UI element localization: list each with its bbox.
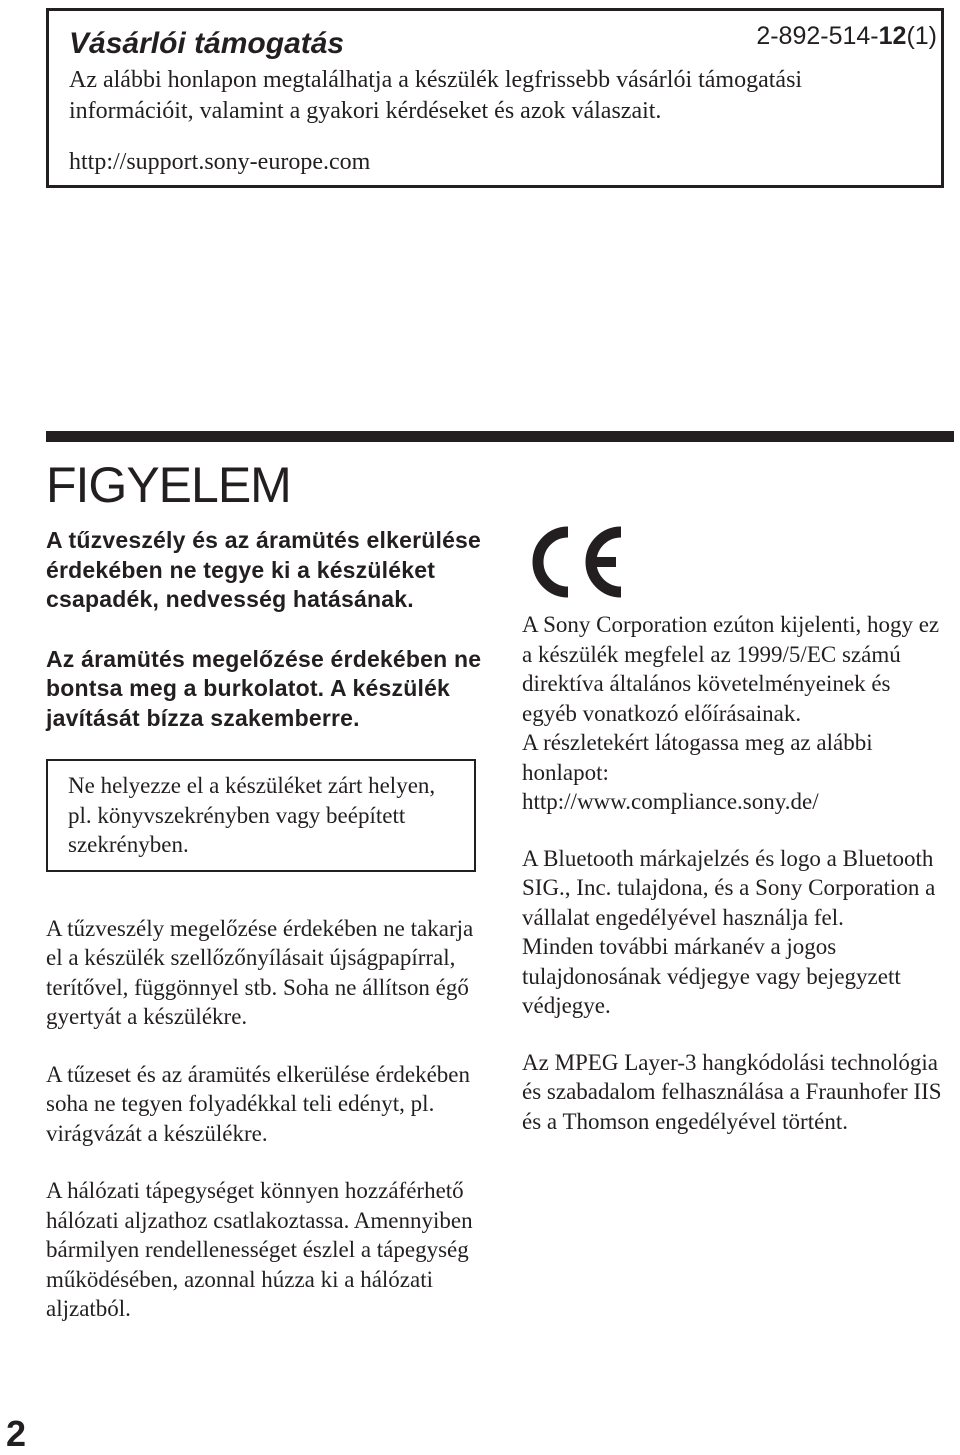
details-text: A részletekért látogassa meg az alábbi honlapot: xyxy=(522,730,873,785)
paragraph-liquids: A tűzeset és az áramütés elkerülése érdekében soha ne tegyen folyadékkal teli edényt, pl. virágvázát a készülékre. xyxy=(46,1061,471,1146)
left-column xyxy=(46,526,486,1324)
paragraph-ventilation: A tűzveszély megelőzése érdekében ne takarja el a készülék szellőzőnyílásait újságpapírral, terítővel, függönnyel stb. Soha ne állítson égő gyertyát a készülékre. xyxy=(46,915,474,1029)
bluetooth-text: A Bluetooth márkajelzés és logo a Bluetooth SIG., Inc. tulajdona, és a Sony Corporation a vállalat engedélyével használja fel. xyxy=(522,845,936,930)
compliance-url[interactable]: http://www.compliance.sony.de/ xyxy=(522,789,819,814)
right-column xyxy=(522,526,942,1136)
trademarks-text: Minden további márkanév a jogos tulajdonosának védjegye vagy bejegyzett védjegye. xyxy=(522,934,901,1018)
support-title: Vásárlói támogatás xyxy=(69,27,345,60)
doc-number: 2-892-514-12(1) xyxy=(756,22,937,50)
support-box xyxy=(46,8,944,188)
section-rule xyxy=(46,431,954,442)
section-heading: FIGYELEM xyxy=(46,457,291,513)
mpeg-text: Az MPEG Layer-3 hangkódolási technológia és szabadalom felhasználása a Fraunhofer IIS és a Thomson engedélyével történt. xyxy=(522,1049,942,1134)
warning-moisture: A tűzveszély és az áramütés elkerülése érdekében ne tegye ki a készüléket csapadék, nedvesség hatásának. xyxy=(46,527,482,612)
paragraph-power-supply: A hálózati tápegységet könnyen hozzáférhető hálózati aljzathoz csatlakoztassa. Amennyiben bármilyen rendellenességet észlel a tápegység működésében, azonnal húzza ki a hálózati aljzatból. xyxy=(46,1178,473,1321)
declaration-text: A Sony Corporation ezúton kijelenti, hogy ez a készülék megfelel az 1999/5/EC számú direktíva általános követelményeinek és egyéb vonatkozó előírásainak. xyxy=(522,612,940,726)
ventilation-note-text: Ne helyezze el a készüléket zárt helyen, pl. könyvszekrényben vagy beépített szekrényben. xyxy=(68,773,436,857)
ventilation-note-box xyxy=(46,759,476,872)
support-text: Az alábbi honlapon megtalálhatja a készülék legfrissebb vásárlói támogatási információit, valamint a gyakori kérdéseket és azok válaszait. xyxy=(69,67,803,124)
ce-mark-icon xyxy=(528,526,624,598)
support-url[interactable]: http://support.sony-europe.com xyxy=(69,149,371,175)
warning-casing: Az áramütés megelőzése érdekében ne bontsa meg a burkolatot. A készülék javítását bízza szakemberre. xyxy=(46,645,482,731)
page-number: 2 xyxy=(6,1413,27,1454)
